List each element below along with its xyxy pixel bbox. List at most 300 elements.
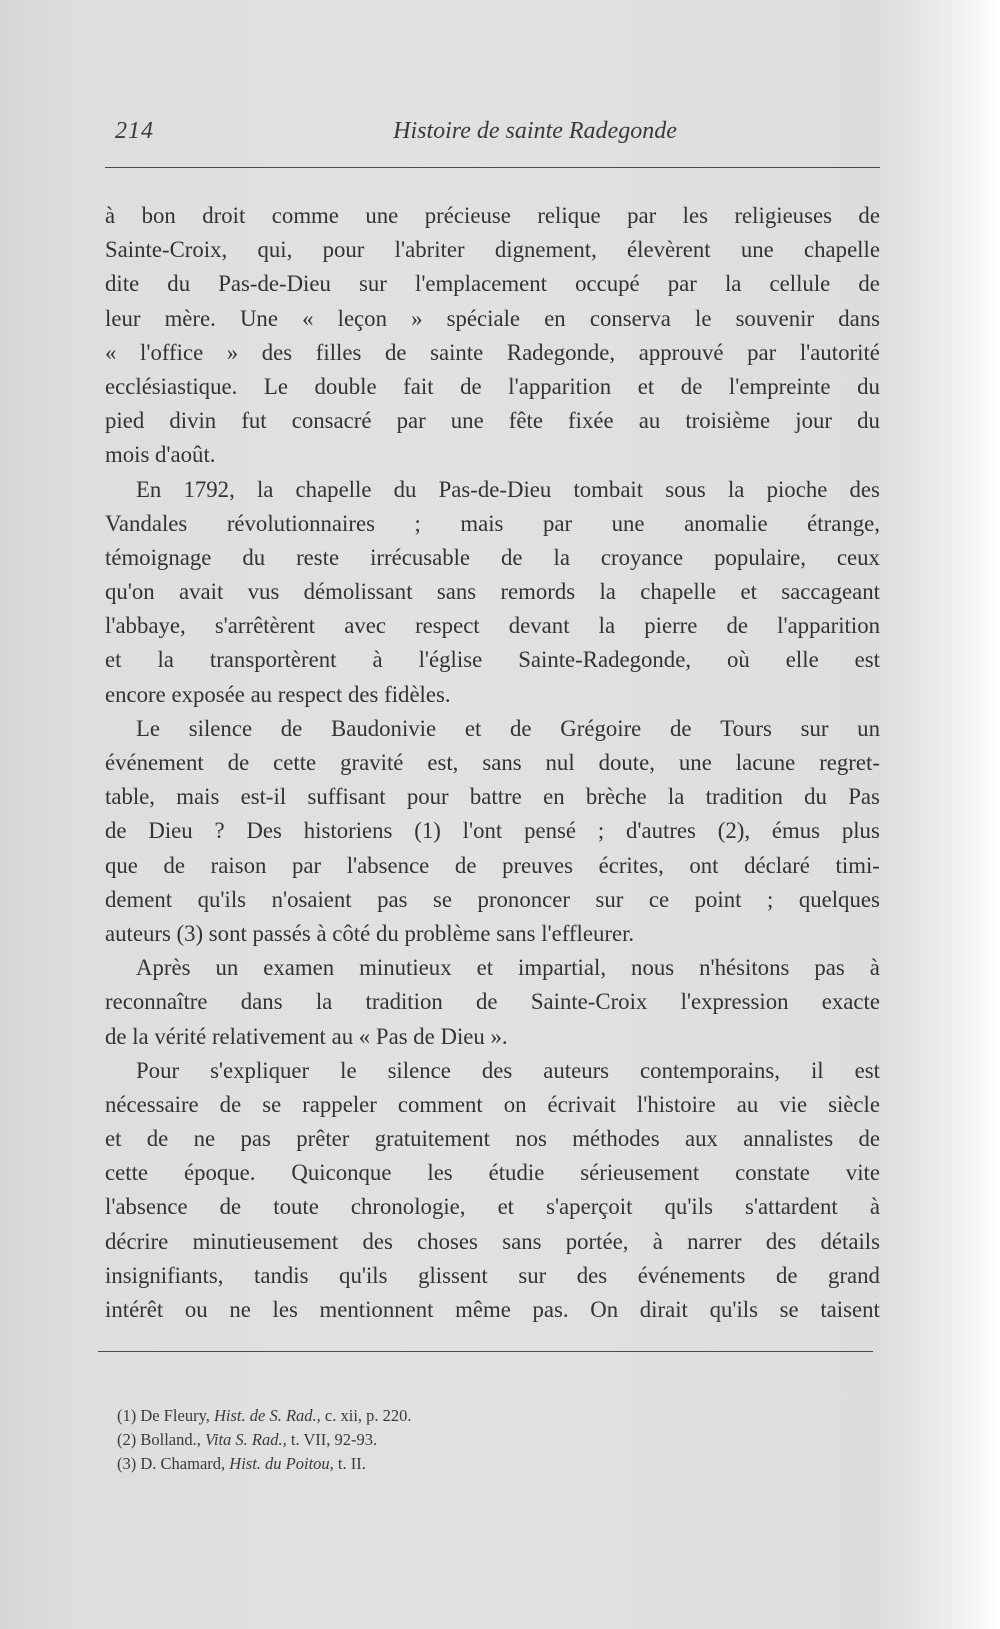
text-line: mois d'août. (105, 442, 216, 468)
text-line: encore exposée au respect des fidèles. (105, 681, 451, 707)
word: chapelle (640, 579, 717, 605)
word: pour (322, 237, 365, 263)
word: du (167, 271, 191, 297)
word: filles (315, 339, 362, 365)
text-line (105, 575, 880, 609)
word: se (262, 1091, 282, 1117)
word: une (365, 203, 399, 228)
text-line (105, 541, 880, 575)
word: dignement, (494, 237, 597, 263)
text-line (105, 849, 880, 883)
word: des (261, 339, 293, 365)
word: sainte (430, 339, 484, 365)
word: minutieusement (192, 1228, 339, 1254)
word: émus (771, 818, 820, 844)
word: taisent (820, 1297, 880, 1322)
word: Une (239, 305, 278, 331)
word: est, (427, 750, 459, 775)
footnote-mark: (1) (117, 1406, 137, 1425)
word: l'abriter (394, 237, 465, 263)
word: historiens (303, 818, 393, 844)
word: relique (537, 203, 601, 228)
word: une (450, 408, 484, 434)
word: annalistes (743, 1126, 834, 1152)
word: où (727, 647, 750, 673)
word: de (454, 852, 477, 878)
word: l'absence (346, 852, 430, 878)
footnote-author: Bolland., (140, 1430, 201, 1449)
word: de (105, 818, 127, 844)
word: des (765, 1228, 797, 1254)
word: de (680, 373, 703, 399)
word: plus (841, 818, 880, 844)
word: se (779, 1297, 799, 1322)
word: aux (684, 1126, 718, 1152)
word: est (854, 647, 880, 673)
word: ecclésiastique. (105, 373, 238, 399)
word: prêter (296, 1126, 350, 1152)
word: leçon (337, 305, 387, 331)
text-line: auteurs (3) sont passés à côté du problème sans l'effleurer. (105, 920, 635, 946)
word: fixée (568, 408, 614, 434)
word: » (226, 339, 239, 365)
word: que (105, 852, 138, 878)
text-line (105, 985, 880, 1019)
word: Pour (136, 1057, 180, 1083)
word: en (543, 784, 565, 810)
word: occupé (575, 271, 640, 297)
word: ceux (836, 544, 880, 570)
word: méthodes (572, 1126, 660, 1152)
word: Sainte-Croix, (105, 237, 228, 263)
word: la (157, 647, 174, 673)
word: quelques (798, 886, 880, 912)
word: de (476, 989, 498, 1015)
word: suffisant (307, 784, 386, 810)
word: révolutionnaires (226, 510, 375, 536)
word: silence (387, 1057, 451, 1083)
word: de (510, 715, 532, 741)
word: en (544, 305, 566, 331)
word: pas (240, 1126, 271, 1152)
word: étudie (488, 1160, 545, 1186)
word: elle (785, 647, 819, 673)
word: événement (105, 750, 204, 775)
word: l'apparition (777, 613, 880, 639)
word: battre (469, 784, 522, 810)
word: Le (263, 373, 288, 399)
word: portée, (565, 1228, 629, 1254)
word: chronologie, (350, 1194, 466, 1220)
footnote-mark: (3) (117, 1454, 137, 1473)
word: consacré (291, 408, 372, 434)
word: et (497, 1194, 515, 1220)
word: du (804, 784, 827, 810)
word: croyance (600, 544, 684, 570)
word: le (694, 305, 712, 331)
word: l'emplacement (414, 271, 547, 297)
word: l'abbaye, (105, 613, 186, 639)
word: qu'ils (339, 1262, 388, 1288)
word: s'arrêtèrent (214, 613, 316, 639)
word: la (598, 613, 616, 639)
word: déclaré (744, 852, 810, 878)
word: nous (631, 955, 675, 981)
word: dite (105, 271, 140, 297)
word: du (242, 544, 266, 570)
word: choses (417, 1228, 478, 1254)
word: conserva (589, 305, 671, 331)
word: la (599, 579, 616, 605)
word: table, (105, 784, 156, 810)
word: est-il (240, 784, 287, 810)
word: précieuse (424, 203, 511, 228)
word: religieuses (734, 203, 832, 228)
word: la (256, 476, 274, 502)
word: au (638, 408, 661, 434)
word: nécessaire (105, 1091, 199, 1117)
text-line (105, 1088, 880, 1122)
word: devant (508, 613, 570, 639)
word: avec (344, 613, 386, 639)
word: du (857, 408, 880, 434)
word: intérêt (105, 1297, 164, 1322)
word: de (858, 1126, 880, 1152)
text-line (105, 473, 880, 507)
word: se (433, 886, 453, 912)
text-line (105, 814, 880, 848)
word: sur (359, 271, 387, 297)
footnote-work: Hist. de S. Rad., (214, 1406, 321, 1425)
word: Sainte-Radegonde, (518, 647, 692, 673)
word: Le (136, 715, 161, 741)
word: sans (436, 579, 477, 605)
word: insignifiants, (105, 1262, 224, 1288)
word: d'autres (625, 818, 696, 844)
word: pied (105, 408, 145, 434)
word: pensé (524, 818, 576, 844)
footnote-author: D. Chamard, (140, 1454, 226, 1473)
word: ont (689, 852, 719, 878)
word: Baudonivie (331, 715, 437, 741)
text-line (105, 746, 880, 780)
word: reste (296, 544, 340, 570)
word: approuvé (638, 339, 724, 365)
running-title: Histoire de sainte Radegonde (393, 118, 677, 144)
footnote-ref: t. VII, 92-93. (290, 1430, 378, 1449)
word: ou (184, 1297, 208, 1322)
word: de (280, 715, 303, 741)
word: dirait (639, 1297, 688, 1322)
word: pas (377, 886, 408, 912)
footnote-rule (98, 1351, 873, 1352)
word: chapelle (804, 237, 880, 263)
word: glissent (418, 1262, 488, 1288)
word: et (105, 1126, 122, 1152)
word: l'église (418, 647, 483, 673)
text-line (105, 609, 880, 643)
word: fut (241, 408, 267, 434)
word: gravité (340, 750, 404, 775)
word: Après (136, 955, 191, 981)
footnote (117, 1428, 412, 1452)
word: des (576, 1262, 608, 1288)
word: avait (179, 579, 224, 605)
word: démolissant (303, 579, 413, 605)
word: ne (229, 1297, 251, 1322)
word: silence (188, 715, 253, 741)
word: 1792, (183, 476, 235, 502)
word: mais (460, 510, 504, 536)
word: et (637, 373, 655, 399)
text-line (105, 507, 880, 541)
footnote-mark: (2) (117, 1430, 137, 1449)
word: sérieusement (580, 1160, 700, 1186)
word: à (372, 647, 383, 673)
word: la (667, 784, 685, 810)
text-line (105, 370, 880, 404)
word: de (858, 203, 880, 228)
word: saccageant (781, 579, 880, 605)
footnote (117, 1404, 412, 1428)
word: une (740, 237, 774, 263)
word: Tours (720, 715, 772, 741)
word: ? (214, 818, 225, 844)
word: double (314, 373, 377, 399)
word: souvenir (735, 305, 815, 331)
word: minutieux (359, 955, 452, 981)
word: l'expression (680, 989, 789, 1015)
word: vie (779, 1091, 808, 1117)
word: Des (246, 818, 282, 844)
word: comme (271, 203, 339, 228)
word: cellule (769, 271, 831, 297)
footnote-ref: c. xii, p. 220. (324, 1406, 412, 1425)
word: Vandales (105, 510, 188, 536)
footnote-author: De Fleury, (140, 1406, 210, 1425)
word: le (340, 1057, 357, 1083)
word: pierre (644, 613, 698, 639)
word: fête (508, 408, 543, 434)
word: de (219, 1194, 242, 1220)
word: de (726, 613, 749, 639)
text-line (105, 780, 880, 814)
word: auteurs (543, 1057, 610, 1083)
word: témoignage (105, 544, 212, 570)
footnote-ref: t. II. (337, 1454, 366, 1473)
word: qu'on (105, 579, 155, 605)
word: Dieu (148, 818, 193, 844)
word: par (292, 852, 322, 878)
word: de (501, 544, 523, 570)
word: dement (105, 886, 173, 912)
word: raison (210, 852, 267, 878)
word: et (476, 955, 494, 981)
word: Quiconque (291, 1160, 392, 1186)
word: En (136, 476, 162, 502)
word: vite (845, 1160, 880, 1186)
word: bon (141, 203, 176, 228)
word: qui, (257, 237, 293, 263)
word: respect (415, 613, 480, 639)
word: des (849, 476, 880, 502)
word: reconnaître (105, 989, 208, 1015)
word: par (667, 271, 697, 297)
word: leur (105, 305, 141, 331)
word: dans (838, 305, 880, 331)
word: les (427, 1160, 453, 1186)
footnotes (117, 1404, 412, 1476)
word: à (105, 203, 116, 228)
word: par (747, 339, 777, 365)
word: sur (800, 715, 829, 741)
word: mais (176, 784, 220, 810)
word: sur (518, 1262, 547, 1288)
word: s'aperçoit (546, 1194, 633, 1220)
text-line (105, 336, 880, 370)
word: « (105, 339, 117, 365)
word: spéciale (446, 305, 521, 331)
word: détails (820, 1228, 880, 1254)
word: sans (482, 750, 522, 775)
word: nul (545, 750, 575, 775)
text-line (105, 1259, 880, 1293)
word: de (146, 1126, 169, 1152)
word: pour (406, 784, 449, 810)
word: Radegonde, (506, 339, 616, 365)
word: comment (397, 1091, 483, 1117)
text-line (105, 1122, 880, 1156)
word: toute (273, 1194, 319, 1220)
word: (2), (717, 818, 751, 844)
word: droit (202, 203, 246, 228)
word: nos (515, 1126, 547, 1152)
word: à (869, 955, 880, 981)
text-line (105, 712, 880, 746)
word: des (362, 1228, 393, 1254)
word: les (272, 1297, 298, 1322)
word: de (227, 750, 250, 775)
word: par (542, 510, 573, 536)
word: gratuitement (374, 1126, 490, 1152)
word: les (682, 203, 708, 228)
word: on (503, 1091, 527, 1117)
word: écrites, (598, 852, 664, 878)
word: » (411, 305, 423, 331)
text-line (105, 302, 880, 336)
word: décrire (105, 1228, 169, 1254)
word: qu'ils (197, 886, 247, 912)
word: l'autorité (799, 339, 880, 365)
word: s'attardent (745, 1194, 838, 1220)
text-line (105, 643, 880, 677)
word: de (460, 373, 482, 399)
text-line (105, 1225, 880, 1259)
word: pioche (766, 476, 828, 502)
word: tombait (573, 476, 644, 502)
word: à (652, 1228, 663, 1254)
word: dans (240, 989, 283, 1015)
word: brèche (585, 784, 647, 810)
word: ; (414, 510, 421, 536)
word: Pas-de-Dieu (438, 476, 552, 502)
word: rappeler (302, 1091, 377, 1117)
word: sous (665, 476, 706, 502)
word: de (775, 1262, 798, 1288)
word: étrange, (807, 510, 880, 536)
word: fait (403, 373, 434, 399)
word: la (724, 271, 742, 297)
word: Grégoire (560, 715, 642, 741)
word: Pas (848, 784, 880, 810)
word: troisième (685, 408, 771, 434)
word: par (396, 408, 426, 434)
word: ce (648, 886, 670, 912)
word: Sainte-Croix (530, 989, 648, 1015)
word: la (727, 476, 745, 502)
text-line (105, 951, 880, 985)
word: pas. (532, 1297, 569, 1322)
word: il (810, 1057, 824, 1083)
word: ; (597, 818, 605, 844)
text-line (105, 1190, 880, 1224)
text-line (105, 1156, 880, 1190)
word: au (736, 1091, 759, 1117)
word: des (481, 1057, 513, 1083)
page-header (115, 118, 879, 158)
word: narrer (687, 1228, 742, 1254)
word: n'osaient (271, 886, 352, 912)
word: prononcer (477, 886, 570, 912)
header-rule (105, 167, 880, 168)
word: une (611, 510, 645, 536)
text-line (105, 883, 880, 917)
word: de (384, 339, 407, 365)
word: regret- (819, 750, 880, 775)
word: grand (828, 1262, 880, 1288)
word: par (627, 203, 657, 228)
word: écrivait (547, 1091, 616, 1117)
word: sur (595, 886, 624, 912)
body-text (105, 199, 880, 1324)
word: n'hésitons (699, 955, 790, 981)
text-line (105, 1293, 880, 1327)
word: preuves (502, 852, 573, 878)
footnote (117, 1452, 412, 1476)
word: un (857, 715, 880, 741)
word: qu'ils (664, 1194, 713, 1220)
word: l'absence (105, 1194, 188, 1220)
text-line (105, 199, 880, 233)
word: époque. (183, 1160, 256, 1186)
page-number: 214 (115, 118, 154, 144)
word: timi- (835, 852, 880, 878)
word: cette (105, 1160, 149, 1186)
word: de (219, 1091, 242, 1117)
word: Pas-de-Dieu (218, 271, 331, 297)
word: divin (169, 408, 217, 434)
text-line (105, 233, 880, 267)
word: (1) (414, 818, 441, 844)
word: élevèrent (627, 237, 711, 263)
word: s'expliquer (210, 1057, 310, 1083)
word: siècle (828, 1091, 880, 1117)
word: événements (637, 1262, 746, 1288)
word: de (858, 271, 880, 297)
word: ne (193, 1126, 216, 1152)
word: examen (263, 955, 335, 981)
text-line (105, 404, 880, 438)
